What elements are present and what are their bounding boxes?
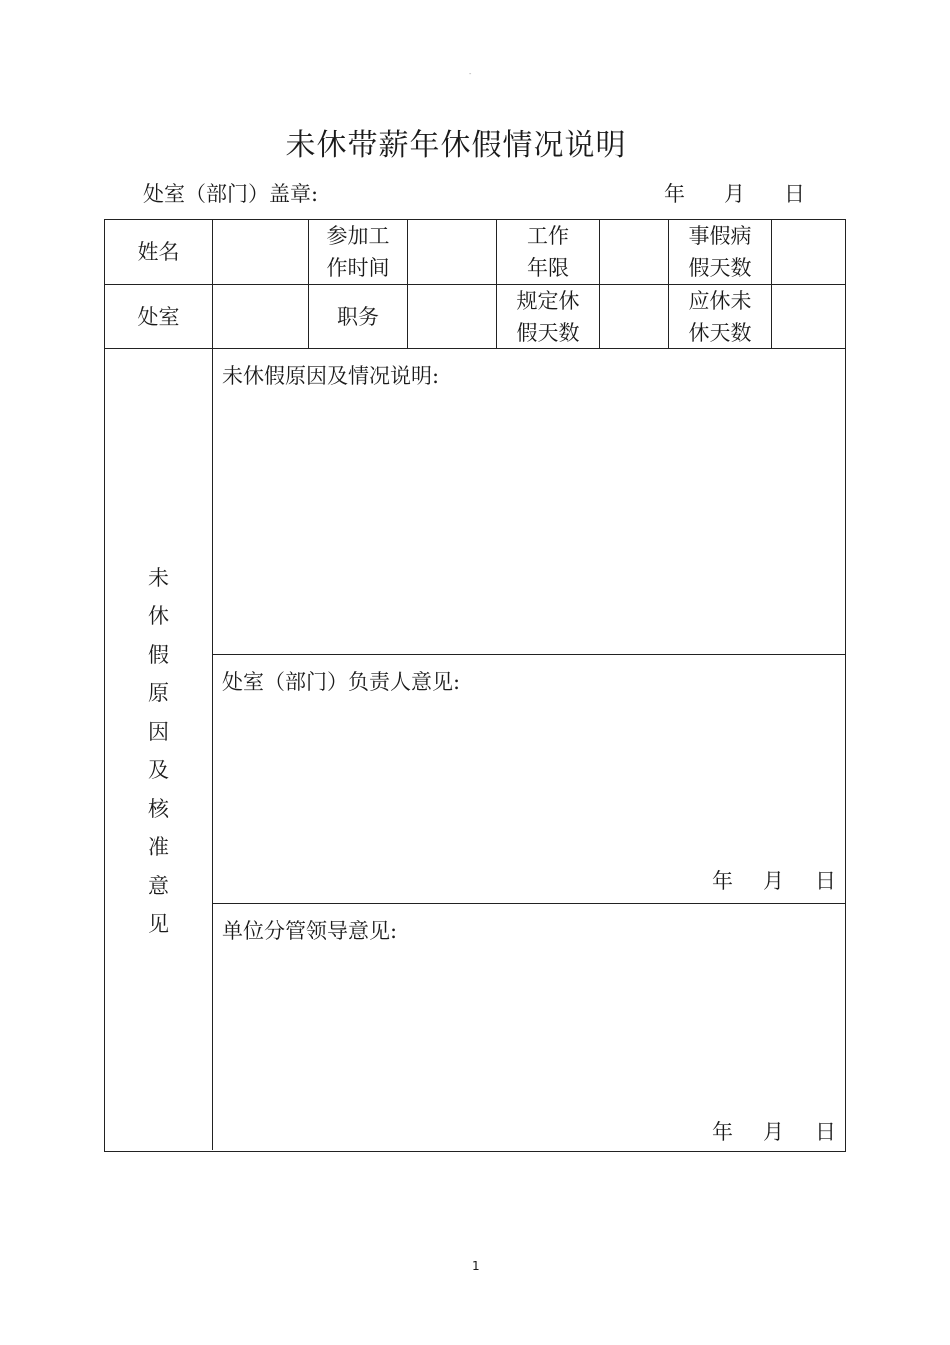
unused-leave-days-value[interactable]: [772, 285, 845, 348]
entitled-leave-days-label: [497, 285, 599, 348]
leave-form-table: [104, 219, 846, 1152]
reason-section-label: 未休假原因及情况说明:: [222, 364, 440, 388]
dept-head-date-day: 日: [815, 869, 836, 893]
vertical-char: 及: [148, 758, 169, 782]
unused-days-label-line1: 应休未: [688, 288, 752, 313]
department-stamp-label: 处室（部门）盖章:: [143, 182, 319, 206]
unused-leave-days-label: [669, 285, 771, 348]
office-label: 处室: [137, 304, 180, 329]
name-value[interactable]: [213, 220, 308, 284]
work-start-value[interactable]: [408, 220, 496, 284]
entitled-days-label-line1: 规定休: [516, 288, 580, 313]
document-title: 未休带薪年休假情况说明: [285, 128, 627, 163]
dept-head-date-year: 年: [712, 869, 733, 893]
vertical-char: 准: [148, 835, 169, 859]
page-number: 1: [472, 1259, 480, 1273]
sick-leave-label-line1: 事假病: [688, 224, 752, 248]
entitled-days-label-line2: 假天数: [516, 320, 580, 345]
name-label: 姓名: [137, 240, 180, 264]
vertical-char: 假: [148, 642, 169, 667]
work-start-label-line2: 作时间: [326, 256, 390, 280]
work-start-label-line1: 参加工: [326, 224, 390, 248]
header-date-day: 日: [784, 182, 805, 206]
vertical-char: 未: [148, 565, 169, 590]
sick-leave-label-line2: 假天数: [688, 256, 752, 280]
leader-opinion-label: 单位分管领导意见:: [222, 919, 398, 943]
sick-leave-days-label: [669, 220, 771, 284]
header-date-month: 月: [724, 182, 745, 206]
leader-date-day: 日: [815, 1120, 836, 1144]
unused-days-label-line2: 休天数: [688, 320, 752, 345]
work-years-label-line1: 工作: [527, 224, 569, 248]
vertical-char: 核: [148, 796, 169, 821]
leader-date-month: 月: [763, 1120, 784, 1144]
work-years-label: [497, 220, 599, 284]
office-value[interactable]: [213, 285, 308, 348]
work-years-label-line2: 年限: [527, 256, 569, 280]
column-divider: [212, 220, 213, 1150]
vertical-char: 意: [148, 873, 169, 898]
vertical-char: 休: [148, 604, 169, 628]
work-years-value[interactable]: [600, 220, 668, 284]
unused-leave-reason-vertical-label: [105, 349, 212, 1153]
dept-head-opinion-label: 处室（部门）负责人意见:: [222, 670, 461, 694]
vertical-char: 原: [148, 681, 169, 705]
vertical-char: 见: [148, 912, 169, 936]
vertical-char: 因: [148, 719, 169, 744]
entitled-leave-days-value[interactable]: [600, 285, 668, 348]
work-start-label: [309, 220, 407, 284]
leader-date-year: 年: [712, 1120, 733, 1144]
position-label: 职务: [337, 304, 379, 329]
top-mark: -: [469, 70, 472, 78]
header-date-year: 年: [664, 182, 685, 206]
section-divider: [212, 654, 845, 655]
sick-leave-days-value[interactable]: [772, 220, 845, 284]
section-divider: [212, 903, 845, 904]
position-value[interactable]: [408, 285, 496, 348]
dept-head-date-month: 月: [763, 869, 784, 893]
